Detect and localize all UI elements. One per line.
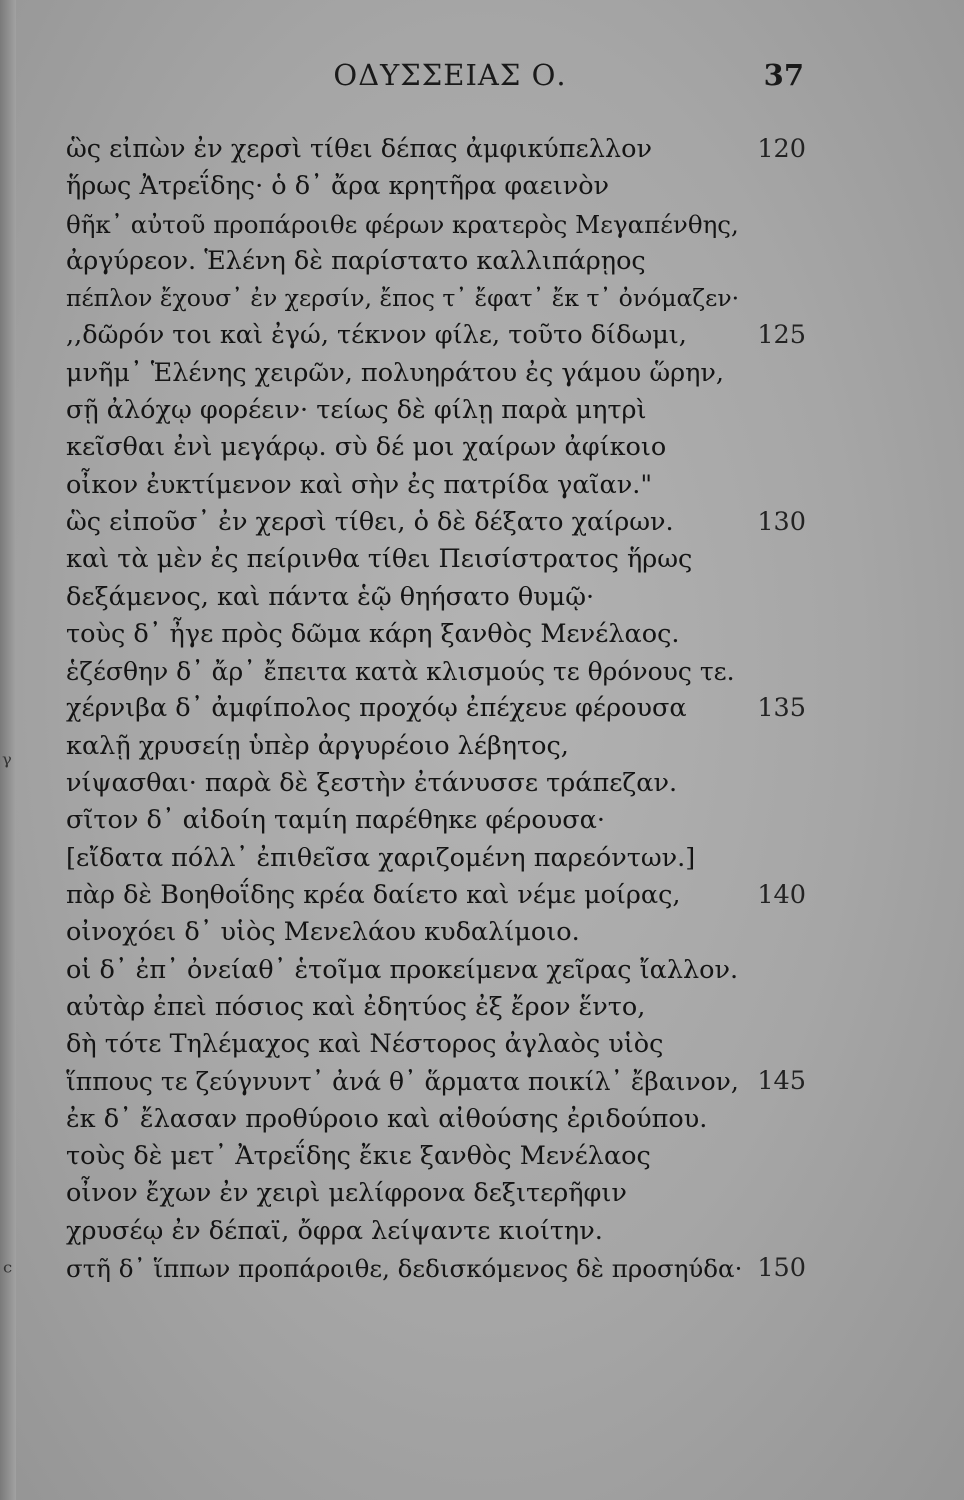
verse-text: τοὺς δὲ μετ᾽ Ἀτρεΐδης ἔκιε ξανθὸς Μενέλαος [66, 1141, 651, 1172]
line-number: 130 [757, 506, 806, 537]
verse-line [66, 877, 806, 914]
page-number: 37 [763, 58, 804, 92]
verse-line [66, 467, 806, 504]
verse-block [66, 131, 806, 1287]
line-number: 150 [757, 1252, 806, 1283]
margin-mark: ᶜ [3, 1258, 13, 1288]
verse-line [66, 392, 806, 429]
line-number: 135 [757, 693, 806, 724]
line-number: 140 [757, 879, 806, 910]
verse-text: θῆκ᾽ αὐτοῦ προπάροιθε φέρων κρατερὸς Μεγαπένθης, [66, 209, 739, 239]
verse-text: ἀργύρεον. Ἑλένη δὲ παρίστατο καλλιπάρῃος [66, 245, 646, 276]
verse-text: σῖτον δ᾽ αἰδοίη ταμίη παρέθηκε φέρουσα· [66, 805, 605, 836]
verse-text: νίψασθαι· παρὰ δὲ ξεστὴν ἐτάνυσσε τράπεζαν. [66, 768, 678, 799]
verse-line [66, 840, 806, 877]
verse-line [66, 429, 806, 466]
verse-line [66, 1213, 806, 1250]
verse-line [66, 168, 806, 205]
verse-text: ,,δῶρόν τοι καὶ ἐγώ, τέκνον φίλε, τοῦτο δίδωμι, [66, 320, 687, 351]
verse-line [66, 728, 806, 765]
verse-text: χρυσέῳ ἐν δέπαϊ, ὄφρα λείψαντε κιοίτην. [66, 1215, 603, 1246]
verse-text: ἐκ δ᾽ ἔλασαν προθύροιο καὶ αἰθούσης ἐριδούπου. [66, 1103, 708, 1134]
verse-line [66, 243, 806, 280]
verse-line [66, 206, 806, 243]
verse-line [66, 579, 806, 616]
verse-line [66, 317, 806, 354]
verse-line [66, 1063, 806, 1100]
verse-text: χέρνιβα δ᾽ ἀμφίπολος προχόῳ ἐπέχευε φέρουσα [66, 693, 687, 724]
verse-text: μνῆμ᾽ Ἑλένης χειρῶν, πολυηράτου ἐς γάμου ὥρην, [66, 357, 724, 388]
verse-text: καλῇ χρυσείῃ ὑπὲρ ἀργυρέοιο λέβητος, [66, 730, 569, 761]
verse-text: κεῖσθαι ἐνὶ μεγάρῳ. σὺ δέ μοι χαίρων ἀφίκοιο [66, 432, 667, 463]
verse-line [66, 504, 806, 541]
verse-text: ἵππους τε ζεύγνυντ᾽ ἀνά θ᾽ ἅρματα ποικίλ᾽ ἔβαινον, [66, 1067, 739, 1097]
page-header [0, 58, 964, 104]
verse-text: τοὺς δ᾽ ἦγε πρὸς δῶμα κάρη ξανθὸς Μενέλαος. [66, 618, 680, 649]
verse-line [66, 1250, 806, 1287]
verse-text: οἱ δ᾽ ἐπ᾽ ὀνείαθ᾽ ἑτοῖμα προκείμενα χεῖρας ἴαλλον. [66, 954, 739, 985]
verse-line [66, 131, 806, 168]
verse-text: οἶκον ἐυκτίμενον καὶ σὴν ἐς πατρίδα γαῖαν." [66, 469, 653, 500]
verse-text: ὣς εἰπὼν ἐν χερσὶ τίθει δέπας ἀμφικύπελλον [66, 134, 652, 164]
verse-text: δεξάμενος, καὶ πάντα ἑῷ θηήσατο θυμῷ· [66, 581, 595, 612]
line-number: 145 [757, 1066, 806, 1097]
verse-line [66, 653, 806, 690]
verse-line [66, 1026, 806, 1063]
verse-line [66, 914, 806, 951]
verse-line [66, 616, 806, 653]
verse-text: ὣς εἰποῦσ᾽ ἐν χερσὶ τίθει, ὁ δὲ δέξατο χαίρων. [66, 506, 674, 537]
running-head: ΟΔΥΣΣΕΙΑΣ Ο. [333, 58, 567, 92]
line-number: 125 [757, 320, 806, 351]
verse-text: αὐτὰρ ἐπεὶ πόσιος καὶ ἐδητύος ἐξ ἔρον ἕντο, [66, 991, 646, 1022]
verse-line [66, 952, 806, 989]
verse-line [66, 1101, 806, 1138]
line-number: 120 [757, 134, 806, 164]
verse-text: σῇ ἀλόχῳ φορέειν· τείως δὲ φίλῃ παρὰ μητρὶ [66, 395, 647, 426]
margin-mark: ᵞ [2, 750, 12, 780]
verse-line [66, 355, 806, 392]
verse-text: οἶνον ἔχων ἐν χειρὶ μελίφρονα δεξιτερῆφιν [66, 1178, 627, 1209]
verse-text: δὴ τότε Τηλέμαχος καὶ Νέστορος ἀγλαὸς υἱὸς [66, 1029, 664, 1060]
verse-line [66, 1175, 806, 1212]
verse-line [66, 1138, 806, 1175]
verse-text: στῆ δ᾽ ἵππων προπάροιθε, δεδισκόμενος δὲ προσηύδα· [66, 1253, 743, 1283]
verse-text: ἑζέσθην δ᾽ ἄρ᾽ ἔπειτα κατὰ κλισμούς τε θρόνους τε. [66, 657, 735, 687]
verse-text: οἰνοχόει δ᾽ υἱὸς Μενελάου κυδαλίμοιο. [66, 917, 580, 948]
verse-text: πέπλον ἔχουσ᾽ ἐν χερσίν, ἔπος τ᾽ ἔφατ᾽ ἔκ τ᾽ ὀνόμαζεν· [66, 284, 740, 313]
verse-line [66, 802, 806, 839]
verse-text: πὰρ δὲ Βοηθοΐδης κρέα δαίετο καὶ νέμε μοίρας, [66, 879, 681, 910]
verse-line [66, 765, 806, 802]
verse-line [66, 989, 806, 1026]
verse-line [66, 541, 806, 578]
verse-text: ἥρως Ἀτρεΐδης· ὁ δ᾽ ἄρα κρητῆρα φαεινὸν [66, 171, 610, 202]
verse-text: [εἴδατα πόλλ᾽ ἐπιθεῖσα χαριζομένη παρεόντων.] [66, 842, 696, 873]
verse-text: καὶ τὰ μὲν ἐς πείρινθα τίθει Πεισίστρατος ἥρως [66, 544, 693, 575]
verse-line [66, 690, 806, 727]
verse-line [66, 280, 806, 317]
